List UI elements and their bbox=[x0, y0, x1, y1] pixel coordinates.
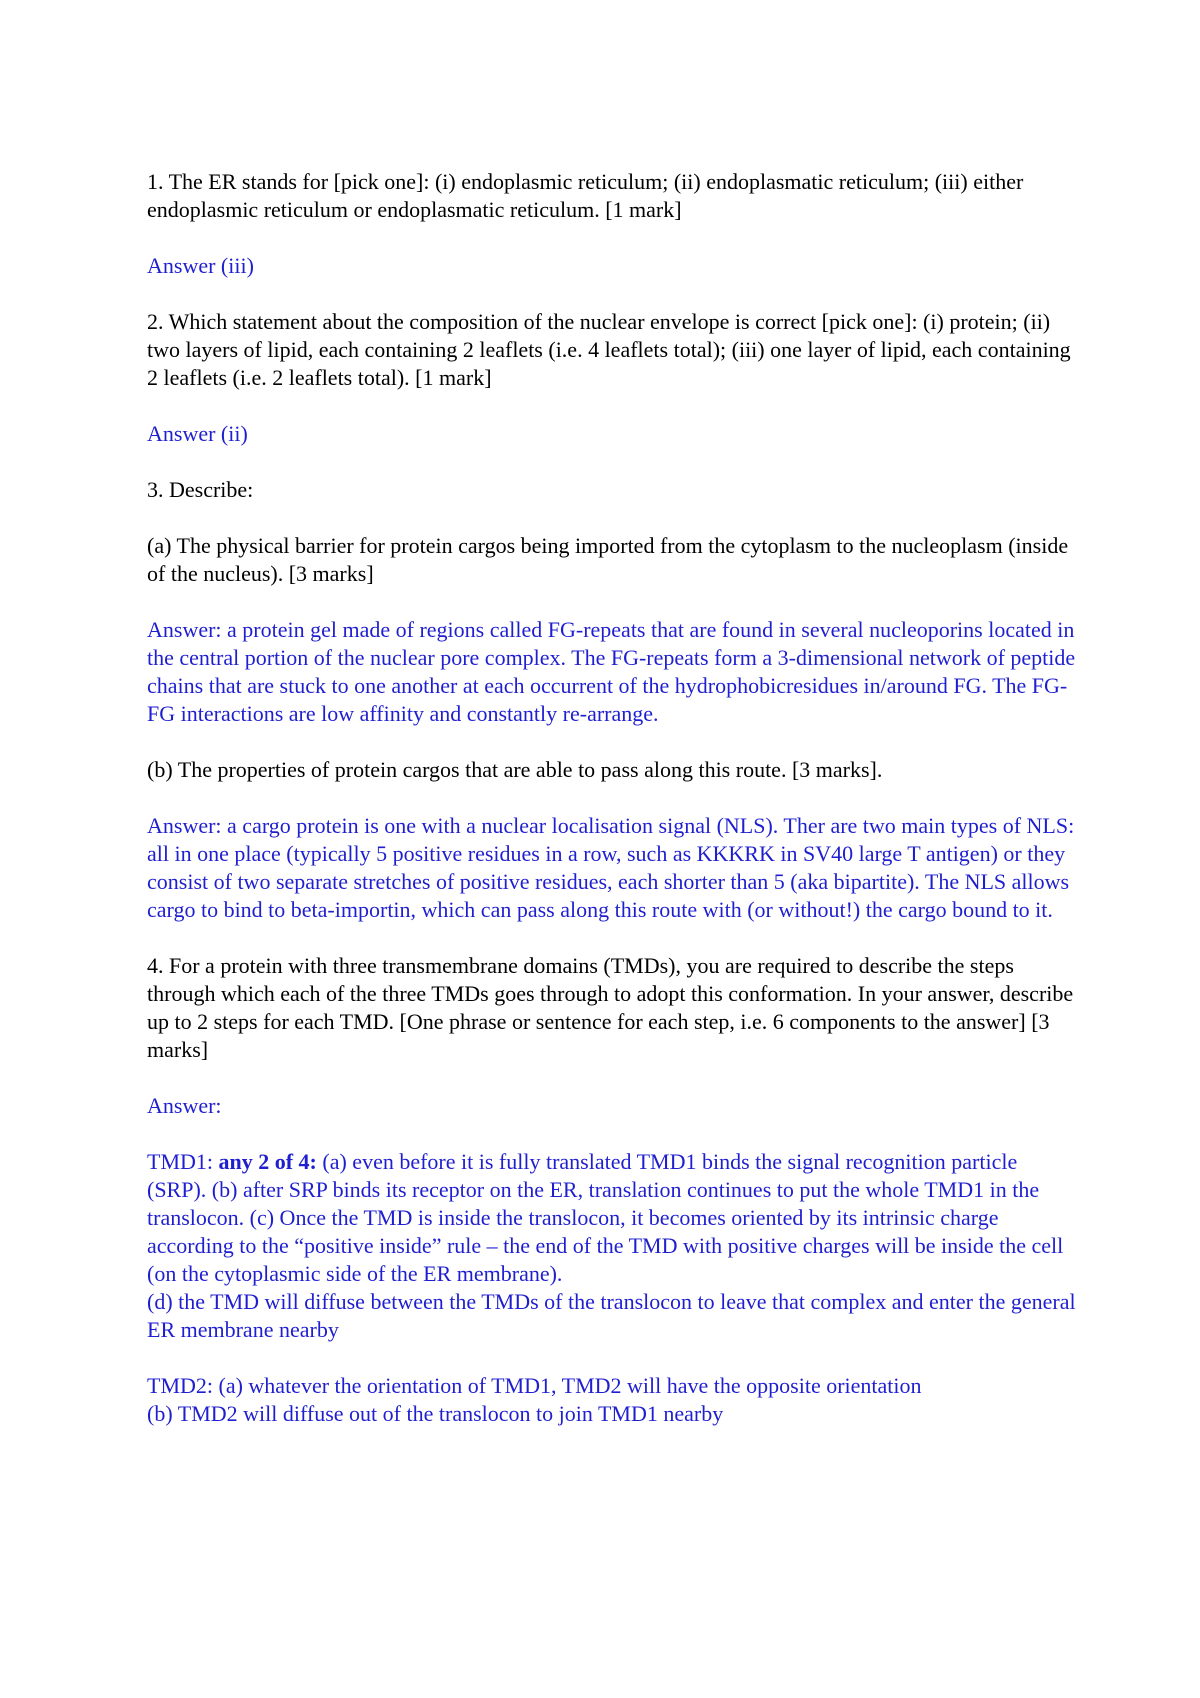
answer-1: Answer (iii) bbox=[147, 253, 254, 278]
tmd1-label: TMD1: bbox=[147, 1149, 213, 1174]
answer-3b: Answer: a cargo protein is one with a nuclear localisation signal (NLS). Ther are two main types of NLS: all in one place (typically 5 positive residues in a row, such as KKKRK in SV40 large T antigen) or they consist of two separate stretches of positive residues, each shorter than 5 (aka bipartite). The NLS allows cargo to bind to beta-importin, which can pass along this route with (or without!) the cargo bound to it. bbox=[147, 813, 1075, 922]
question-1: 1. The ER stands for [pick one]: (i) endoplasmic reticulum; (ii) endoplasmatic reticulum; (iii) either endoplasmic reticulum or endoplasmatic reticulum. [1 mark] bbox=[147, 169, 1024, 222]
question-4: 4. For a protein with three transmembrane domains (TMDs), you are required to describe the steps through which each of the three TMDs goes through to adopt this conformation. In your answer, describe up to 2 steps for each TMD. [One phrase or sentence for each step, i.e. 6 components to the answer] [3 marks] bbox=[147, 953, 1074, 1062]
question-3b: (b) The properties of protein cargos that are able to pass along this route. [3 marks]. bbox=[147, 757, 883, 782]
tmd1-bold-note: any 2 of 4: bbox=[218, 1149, 317, 1174]
document-page bbox=[147, 168, 1077, 1456]
answer-3a: Answer: a protein gel made of regions called FG-repeats that are found in several nucleoporins located in the central portion of the nuclear pore complex. The FG-repeats form a 3-dimensional network of peptide chains that are stuck to one another at each occurrent of the hydrophobicresidues in/around FG. The FG-FG interactions are low affinity and constantly re-arrange. bbox=[147, 617, 1076, 726]
answer-4-tmd2-b: (b) TMD2 will diffuse out of the translocon to join TMD1 nearby bbox=[147, 1401, 724, 1426]
tmd1-text: (a) even before it is fully translated TMD1 binds the signal recognition particle (SRP). (b) after SRP binds its receptor on the ER, translation continues to put the whole TMD1 in the translocon. (c) Once the TMD is inside the translocon, it becomes oriented by its intrinsic charge according to the “positive inside” rule – the end of the TMD with positive charges will be inside the cell (on the cytoplasmic side of the ER membrane). bbox=[147, 1149, 1064, 1286]
question-3-intro: 3. Describe: bbox=[147, 477, 254, 502]
answer-4-tmd1 bbox=[147, 1148, 1077, 1288]
question-2: 2. Which statement about the composition of the nuclear envelope is correct [pick one]: (i) protein; (ii) two layers of lipid, each containing 2 leaflets (i.e. 4 leaflets total); (iii) one layer of lipid, each containing 2 leaflets (i.e. 2 leaflets total). [1 mark] bbox=[147, 309, 1071, 390]
answer-2: Answer (ii) bbox=[147, 421, 248, 446]
answer-4-tmd1-d: (d) the TMD will diffuse between the TMDs of the translocon to leave that complex and enter the general ER membrane nearby bbox=[147, 1289, 1076, 1342]
question-3a: (a) The physical barrier for protein cargos being imported from the cytoplasm to the nucleoplasm (inside of the nucleus). [3 marks] bbox=[147, 533, 1069, 586]
answer-4-tmd2-a: TMD2: (a) whatever the orientation of TMD1, TMD2 will have the opposite orientation bbox=[147, 1373, 922, 1398]
answer-4-label: Answer: bbox=[147, 1093, 222, 1118]
